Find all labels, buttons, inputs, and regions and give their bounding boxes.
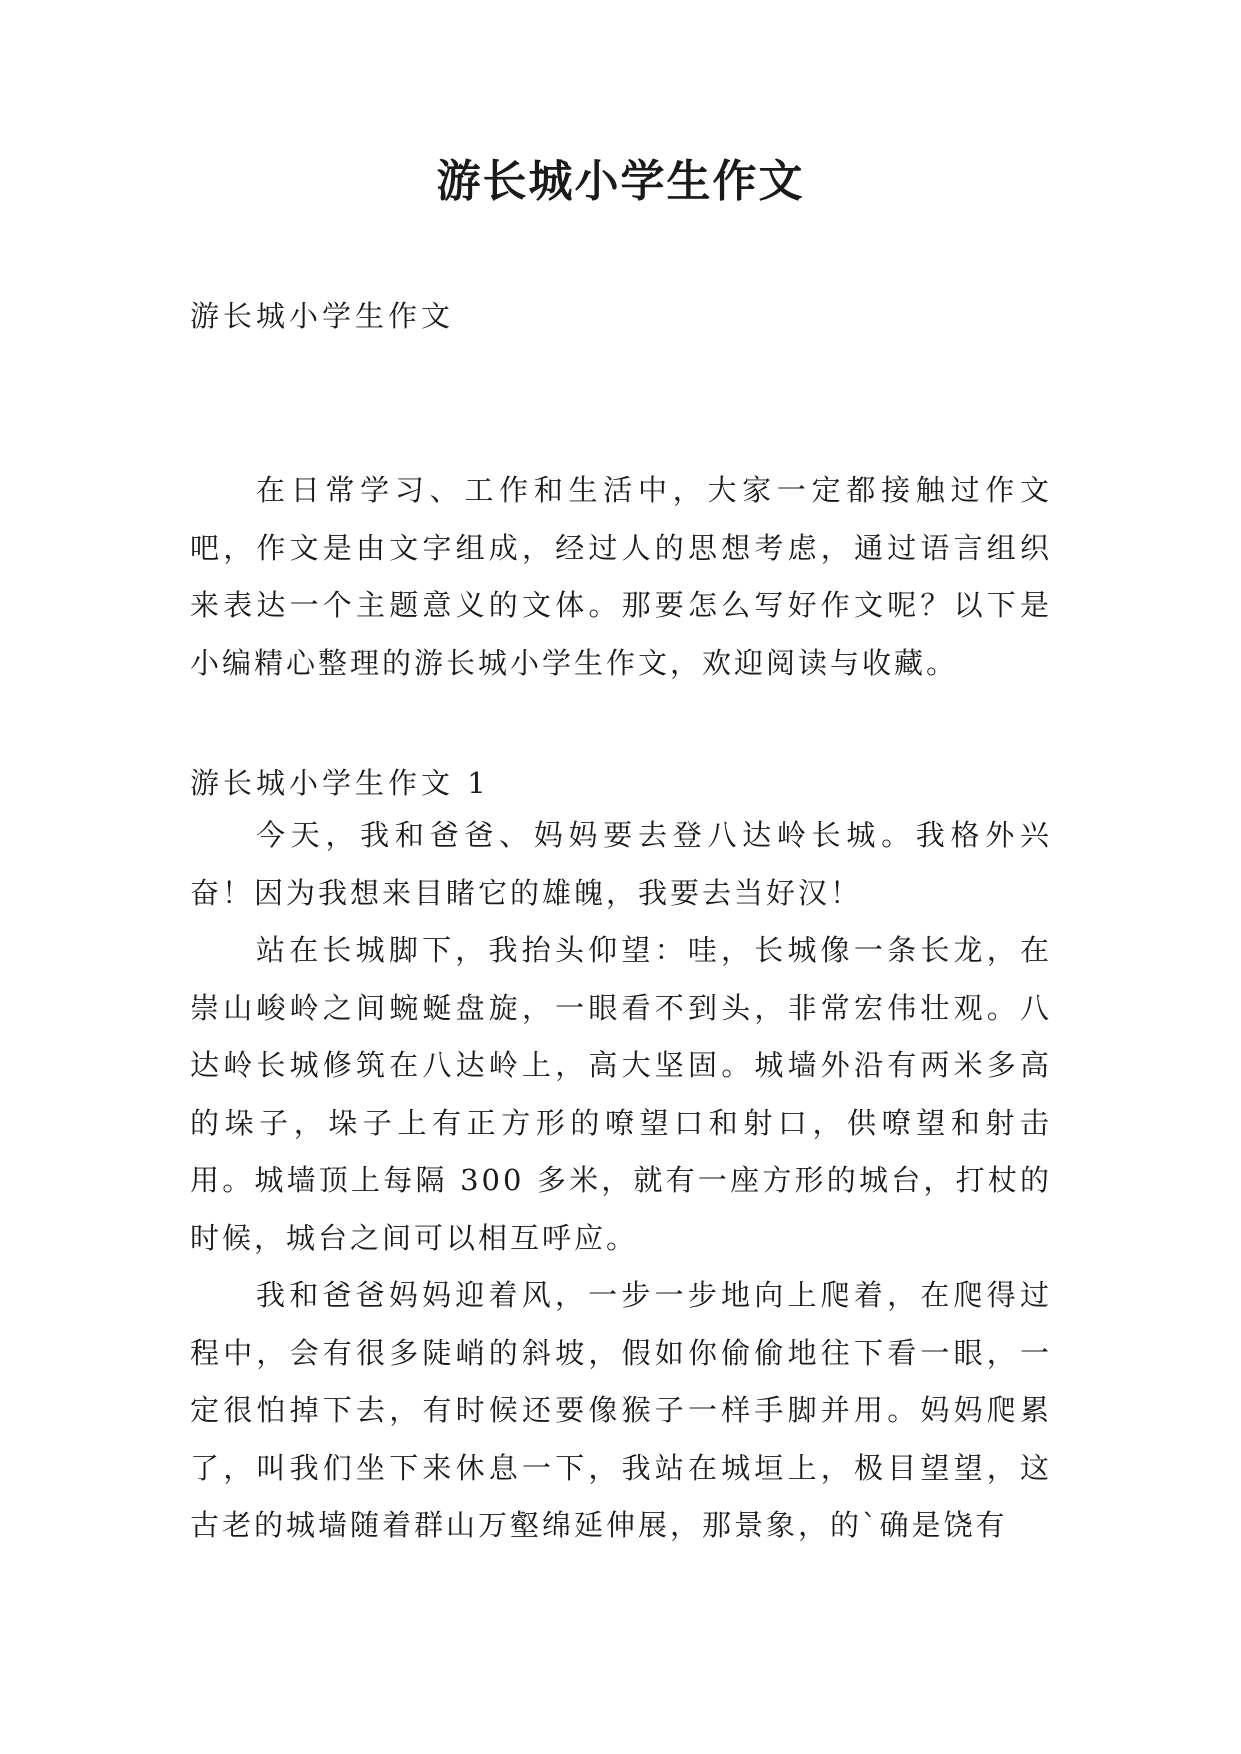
intro-block <box>190 462 1052 692</box>
essay-paragraph-2: 站在长城脚下，我抬头仰望：哇，长城像一条长龙，在崇山峻岭之间蜿蜒盘旋，一眼看不到头，非常宏伟壮观。八达岭长城修筑在八达岭上，高大坚固。城墙外沿有两米多高的垛子，垛子上有正方形的嘹望口和射口，供嘹望和射击用。城墙顶上每隔 300 多米，就有一座方形的城台，打杖的时候，城台之间可以相互呼应。 <box>190 933 1052 1255</box>
document-title: 游长城小学生作文 <box>436 156 805 207</box>
section-heading: 游长城小学生作文 1 <box>190 766 490 800</box>
document-subtitle: 游长城小学生作文 <box>190 299 455 333</box>
intro-paragraph: 在日常学习、工作和生活中，大家一定都接触过作文吧，作文是由文字组成，经过人的思想考虑，通过语言组织来表达一个主题意义的文体。那要怎么写好作文呢？以下是小编精心整理的游长城小学生作文，欢迎阅读与收藏。 <box>190 473 1052 680</box>
essay-paragraph-3: 我和爸爸妈妈迎着风，一步一步地向上爬着，在爬得过程中，会有很多陡峭的斜坡，假如你偷偷地往下看一眼，一定很怕掉下去，有时候还要像猴子一样手脚并用。妈妈爬累了，叫我们坐下来休息一下，我站在城垣上，极目望望，这古老的城墙随着群山万壑绵延伸展，那景象，的`确是饶有 <box>190 1278 1052 1542</box>
essay-paragraph-1: 今天，我和爸爸、妈妈要去登八达岭长城。我格外兴奋！因为我想来目睹它的雄魄，我要去当好汉！ <box>190 818 1052 910</box>
essay-body <box>190 807 1052 1555</box>
